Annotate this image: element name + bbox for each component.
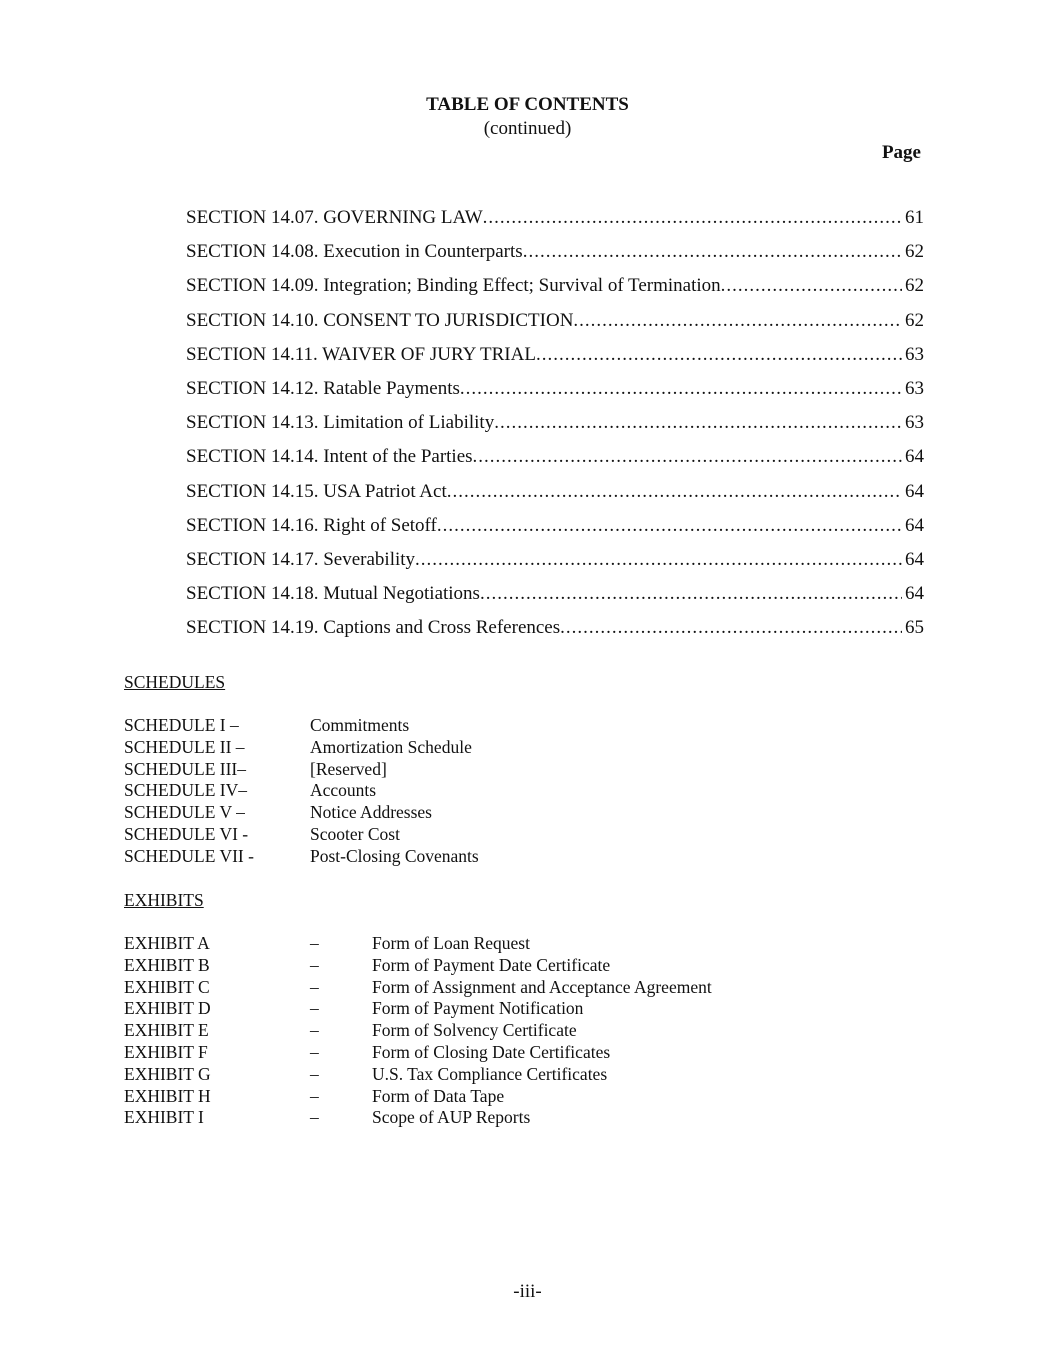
toc-entry-title: SECTION 14.09. Integration; Binding Effect; Survival of Termination [186,275,721,297]
schedule-label: SCHEDULE V – [124,802,245,823]
dot-leader [483,204,902,232]
toc-entry-title: SECTION 14.12. Ratable Payments [186,377,460,399]
dot-leader [536,341,902,369]
exhibit-dash: – [310,933,319,953]
page-number: -iii- [513,1281,542,1302]
schedule-description: Scooter Cost [310,823,400,844]
exhibit-dash: – [310,976,319,997]
toc-entry-page: 61 [905,207,924,228]
toc-list [186,204,924,648]
toc-entry-title: SECTION 14.08. Execution in Counterparts [186,241,523,263]
toc-entry [186,546,924,580]
toc-entry-title: SECTION 14.10. CONSENT TO JURISDICTION [186,309,574,331]
dot-leader [560,614,902,642]
toc-entry [186,204,924,238]
exhibit-description: Form of Solvency Certificate [372,1020,577,1041]
toc-entry [186,580,924,614]
page-subtitle: (continued) [483,118,572,139]
schedule-description: [Reserved] [310,758,387,779]
toc-entry-page: 64 [905,446,924,468]
dot-leader [573,307,902,335]
schedule-label: SCHEDULE I – [124,715,239,735]
exhibit-description: U.S. Tax Compliance Certificates [372,1063,608,1084]
toc-entry [186,409,924,443]
exhibit-dash: – [310,1107,319,1128]
dot-leader [415,546,902,574]
exhibits-heading: EXHIBITS [124,890,204,910]
dot-leader [480,580,902,608]
exhibit-label: EXHIBIT B [124,954,210,975]
exhibit-description: Form of Payment Date Certificate [372,954,611,975]
toc-entry-title: SECTION 14.14. Intent of the Parties [186,446,473,468]
schedule-description: Notice Addresses [310,802,432,823]
dot-leader [721,272,902,300]
schedule-label: SCHEDULE III– [124,758,246,779]
dot-leader [473,443,902,471]
toc-entry [186,307,924,341]
exhibit-dash: – [310,954,319,975]
toc-entry-title: SECTION 14.13. Limitation of Liability [186,412,495,434]
exhibit-description: Form of Loan Request [372,933,530,953]
toc-entry [186,341,924,375]
exhibit-description: Form of Closing Date Certificates [372,1041,611,1062]
dot-leader [523,238,902,266]
schedule-label: SCHEDULE IV– [124,780,247,801]
dot-leader [437,512,902,540]
exhibit-label: EXHIBIT A [124,933,210,953]
toc-entry-title: SECTION 14.07. GOVERNING LAW [186,207,483,228]
toc-entry-page: 64 [905,480,924,502]
exhibit-dash: – [310,1085,319,1106]
exhibit-label: EXHIBIT E [124,1020,209,1041]
schedule-description: Commitments [310,715,410,735]
toc-entry [186,443,924,477]
toc-entry-page: 62 [905,275,924,297]
toc-entry [186,478,924,512]
exhibit-description: Form of Payment Notification [372,998,584,1019]
toc-entry [186,512,924,546]
toc-entry [186,272,924,306]
toc-entry-title: SECTION 14.11. WAIVER OF JURY TRIAL [186,343,536,365]
toc-entry-title: SECTION 14.18. Mutual Negotiations [186,583,480,605]
exhibit-label: EXHIBIT C [124,976,210,997]
toc-entry-page: 63 [905,412,924,434]
toc-entry-title: SECTION 14.17. Severability [186,548,416,570]
exhibit-description: Form of Data Tape [372,1085,505,1106]
dot-leader [447,478,902,506]
toc-entry-page: 62 [905,309,924,331]
exhibit-description: Form of Assignment and Acceptance Agreement [372,976,712,997]
schedule-description: Amortization Schedule [310,736,472,757]
toc-entry-title: SECTION 14.16. Right of Setoff [186,514,437,536]
exhibit-label: EXHIBIT I [124,1107,204,1128]
schedule-description: Accounts [310,780,377,801]
exhibit-dash: – [310,1041,319,1062]
exhibit-dash: – [310,998,319,1019]
toc-entry-page: 63 [905,343,924,365]
exhibit-label: EXHIBIT D [124,998,211,1019]
toc-entry-page: 64 [905,548,924,570]
schedule-label: SCHEDULE II – [124,736,245,757]
exhibit-label: EXHIBIT H [124,1085,211,1106]
page-title: TABLE OF CONTENTS [426,94,629,115]
schedule-label: SCHEDULE VII - [124,845,254,866]
toc-entry-page: 65 [905,617,924,639]
toc-entry-page: 63 [905,377,924,399]
toc-entry [186,375,924,409]
toc-entry-title: SECTION 14.19. Captions and Cross References [186,617,561,639]
schedules-heading: SCHEDULES [124,672,226,692]
schedule-description: Post-Closing Covenants [310,845,479,866]
schedule-label: SCHEDULE VI - [124,823,249,844]
dot-leader [494,409,902,437]
exhibit-label: EXHIBIT F [124,1041,208,1062]
toc-entry-title: SECTION 14.15. USA Patriot Act [186,480,447,502]
toc-entry-page: 62 [905,241,924,263]
exhibit-label: EXHIBIT G [124,1063,211,1084]
exhibit-dash: – [310,1063,319,1084]
toc-entry-page: 64 [905,514,924,536]
toc-entry [186,238,924,272]
page-column-header: Page [881,142,921,163]
toc-entry-page: 64 [905,583,924,605]
dot-leader [460,375,902,403]
toc-entry [186,614,924,648]
exhibit-dash: – [310,1020,319,1041]
exhibit-description: Scope of AUP Reports [372,1107,531,1128]
